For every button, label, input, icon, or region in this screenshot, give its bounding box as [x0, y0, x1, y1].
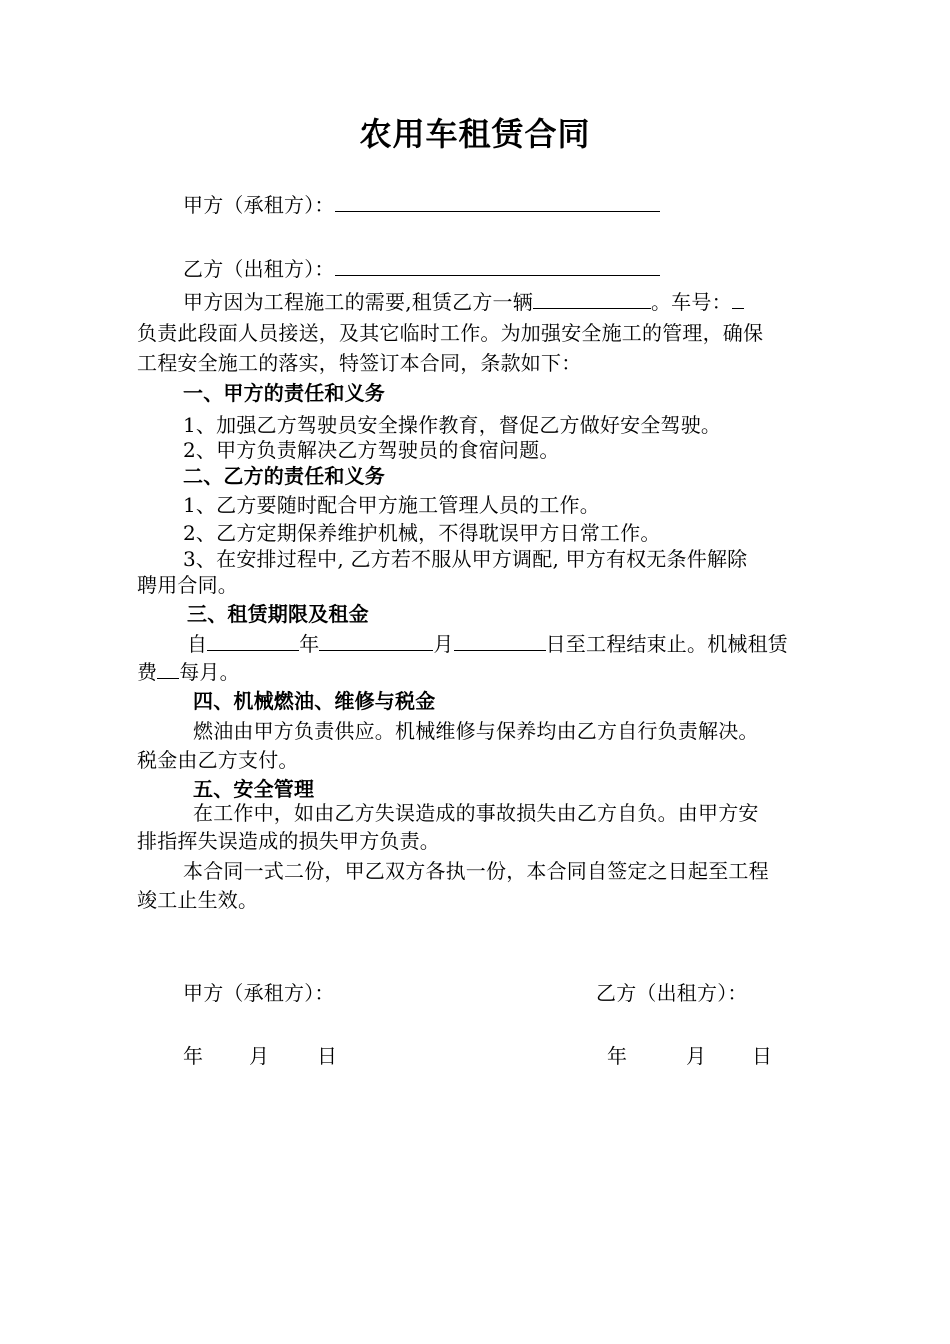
intro-line-2: 负责此段面人员接送，及其它临时工作。为加强安全施工的管理，确保	[137, 321, 764, 345]
date-a-day: 日	[317, 1044, 338, 1068]
party-a-label: 甲方（承租方）：	[183, 193, 335, 217]
section-5-heading: 五、安全管理	[193, 777, 315, 801]
section-3-heading: 三、租赁期限及租金	[187, 602, 369, 626]
section-2-item-3-line-2: 聘用合同。	[137, 573, 238, 597]
date-b-year: 年	[607, 1044, 628, 1068]
section-5-line-1: 在工作中，如由乙方失误造成的事故损失由乙方自负。由甲方安	[193, 801, 759, 825]
date-a-year: 年	[183, 1044, 204, 1068]
closing-line-1: 本合同一式二份，甲乙双方各执一份，本合同自签定之日起至工程	[183, 859, 769, 883]
lease-from: 自	[187, 632, 208, 656]
date-a-month: 月	[249, 1044, 270, 1068]
intro-line-1-post: 。车号：	[650, 290, 732, 314]
section-2-item-2: 2、乙方定期保养维护机械，不得耽误甲方日常工作。	[183, 521, 661, 545]
section-4-heading: 四、机械燃油、维修与税金	[193, 689, 436, 713]
lease-year: 年	[299, 632, 320, 656]
section-2-heading: 二、乙方的责任和义务	[183, 464, 385, 488]
date-b-month: 月	[686, 1044, 707, 1068]
fee-pre: 费	[137, 660, 158, 684]
lease-month: 月	[433, 632, 454, 656]
signature-party-b: 乙方（出租方）：	[596, 981, 748, 1005]
section-2-item-1: 1、乙方要随时配合甲方施工管理人员的工作。	[183, 493, 600, 517]
party-a-blank	[335, 193, 660, 212]
signature-party-a: 甲方（承租方）：	[183, 981, 335, 1005]
party-b-line	[183, 256, 660, 282]
section-4-line-1: 燃油由甲方负责供应。机械维修与保养均由乙方自行负责解决。	[193, 719, 759, 743]
vehicle-blank	[533, 290, 651, 309]
start-year-blank	[207, 632, 299, 651]
intro-line-1	[183, 289, 744, 315]
document-title: 农用车租赁合同	[359, 115, 591, 153]
rental-fee-line	[137, 659, 240, 685]
start-day-blank	[454, 632, 546, 651]
start-month-blank	[319, 632, 433, 651]
intro-line-1-pre: 甲方因为工程施工的需要,租赁乙方一辆	[183, 290, 533, 314]
plate-blank	[732, 290, 744, 309]
section-1-item-2: 2、甲方负责解决乙方驾驶员的食宿问题。	[183, 438, 560, 462]
date-b-day: 日	[752, 1044, 773, 1068]
party-a-line	[183, 192, 660, 218]
section-1-heading: 一、甲方的责任和义务	[183, 381, 385, 405]
lease-day-tail: 日至工程结束止。机械租赁	[545, 632, 789, 656]
fee-post: 每月。	[179, 660, 240, 684]
party-b-label: 乙方（出租方）：	[183, 257, 335, 281]
section-5-line-2: 排指挥失误造成的损失甲方负责。	[137, 829, 440, 853]
closing-line-2: 竣工止生效。	[137, 888, 259, 912]
intro-line-3: 工程安全施工的落实，特签订本合同，条款如下：	[137, 351, 582, 375]
section-4-line-2: 税金由乙方支付。	[137, 748, 299, 772]
section-1-item-1: 1、加强乙方驾驶员安全操作教育，督促乙方做好安全驾驶。	[183, 413, 722, 437]
party-b-blank	[335, 257, 660, 276]
fee-blank	[157, 660, 179, 679]
lease-term-line	[187, 631, 788, 657]
section-2-item-3-line-1: 3、在安排过程中, 乙方若不服从甲方调配, 甲方有权无条件解除	[183, 547, 748, 571]
